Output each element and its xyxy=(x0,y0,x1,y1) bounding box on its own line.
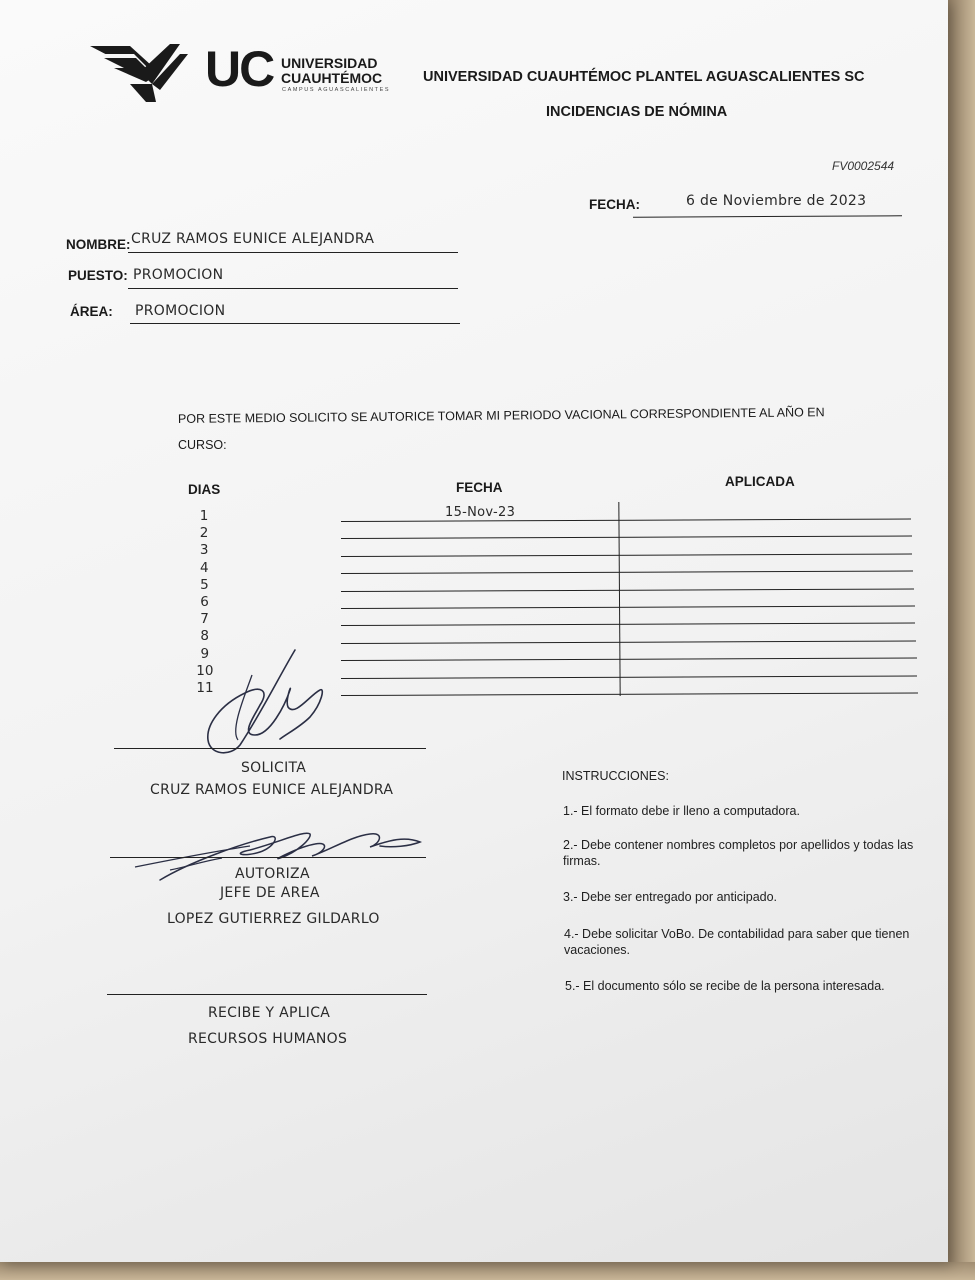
table-row-line xyxy=(341,658,917,662)
table-row-day: 2 xyxy=(199,525,209,542)
header-date: FECHA xyxy=(456,480,503,495)
background-edge-bottom xyxy=(0,1262,975,1280)
authorizer-title: JEFE DE AREA xyxy=(220,885,320,901)
table-row-line xyxy=(341,675,917,679)
request-line1: POR ESTE MEDIO SOLICITO SE AUTORICE TOMAR MI PERIODO VACIONAL CORRESPONDIENTE AL AÑO EN xyxy=(177,405,825,426)
receiver-signature-line xyxy=(107,994,427,995)
name-underline xyxy=(128,252,458,253)
table-row-day: 4 xyxy=(200,559,209,576)
date-label: FECHA: xyxy=(589,197,640,212)
authorizer-role: AUTORIZA xyxy=(235,866,310,882)
receiver-dept: RECURSOS HUMANOS xyxy=(188,1031,348,1047)
table-row-line xyxy=(341,588,914,592)
requester-name: CRUZ RAMOS EUNICE ALEJANDRA xyxy=(150,782,394,798)
table-row-line xyxy=(341,692,918,696)
instruction-item-2: 2.- Debe contener nombres completos por apellidos y todas las xyxy=(563,838,914,852)
table-row-day: 11 xyxy=(196,680,214,696)
requester-role: SOLICITA xyxy=(241,760,307,776)
receiver-role: RECIBE Y APLICA xyxy=(208,1005,331,1021)
date-underline xyxy=(633,215,902,218)
table-row-line xyxy=(341,623,915,627)
request-line2: CURSO: xyxy=(178,438,227,452)
background-edge-right xyxy=(948,0,975,1280)
authorizer-signature-line xyxy=(110,857,426,858)
table-row-day: 9 xyxy=(200,645,210,662)
form-title: INCIDENCIAS DE NÓMINA xyxy=(546,104,728,120)
instruction-item-4-cont: vacaciones. xyxy=(564,943,631,957)
table-row-date: 15-Nov-23 xyxy=(445,505,516,520)
table-row-line xyxy=(341,519,911,523)
table-row-day: 10 xyxy=(196,662,214,679)
table-row-line xyxy=(341,605,915,609)
requester-signature xyxy=(200,645,340,760)
instruction-item-4: 4.- Debe solicitar VoBo. De contabilidad para saber que tienen xyxy=(564,927,910,941)
table-row-day: 6 xyxy=(200,594,209,610)
logo-name-line2: CUAUHTÉMOC xyxy=(281,70,383,86)
folio-number: FV0002544 xyxy=(832,159,895,173)
institution-name: UNIVERSIDAD CUAUHTÉMOC PLANTEL AGUASCALIENTES SC xyxy=(423,69,865,85)
table-row-day: 5 xyxy=(200,576,209,593)
position-label: PUESTO: xyxy=(68,268,128,283)
date-value: 6 de Noviembre de 2023 xyxy=(686,193,867,209)
name-label: NOMBRE: xyxy=(66,237,131,252)
instructions-title: INSTRUCCIONES: xyxy=(562,769,669,783)
table-row-line xyxy=(341,640,916,644)
instruction-item-1: 1.- El formato debe ir lleno a computadora. xyxy=(563,804,800,818)
logo-initials: UC xyxy=(205,41,274,97)
employee-area: PROMOCION xyxy=(135,303,226,319)
header-applied: APLICADA xyxy=(725,474,795,489)
table-row-line xyxy=(341,571,913,575)
logo-name-line1: UNIVERSIDAD xyxy=(281,55,378,71)
table-row-day: 1 xyxy=(199,508,209,524)
requester-signature-line xyxy=(114,748,426,749)
position-underline xyxy=(128,288,458,289)
employee-position: PROMOCION xyxy=(133,267,224,283)
authorizer-name: LOPEZ GUTIERREZ GILDARLO xyxy=(167,911,380,927)
employee-name: CRUZ RAMOS EUNICE ALEJANDRA xyxy=(131,231,375,247)
table-row-line xyxy=(341,553,912,557)
area-label: ÁREA: xyxy=(70,304,113,319)
table-row-day: 3 xyxy=(199,542,209,559)
table-row-day: 8 xyxy=(200,628,209,645)
table-row-line xyxy=(341,536,912,540)
instruction-item-2-cont: firmas. xyxy=(563,854,601,868)
instruction-item-5: 5.- El documento sólo se recibe de la persona interesada. xyxy=(565,979,885,993)
area-underline xyxy=(130,323,460,324)
header-days: DIAS xyxy=(188,482,221,497)
instruction-item-3: 3.- Debe ser entregado por anticipado. xyxy=(563,890,778,904)
table-column-divider xyxy=(618,502,621,696)
table-row-day: 7 xyxy=(200,611,209,628)
bird-logo-icon xyxy=(90,44,200,104)
logo-campus: CAMPUS AGUASCALIENTES xyxy=(282,87,391,93)
